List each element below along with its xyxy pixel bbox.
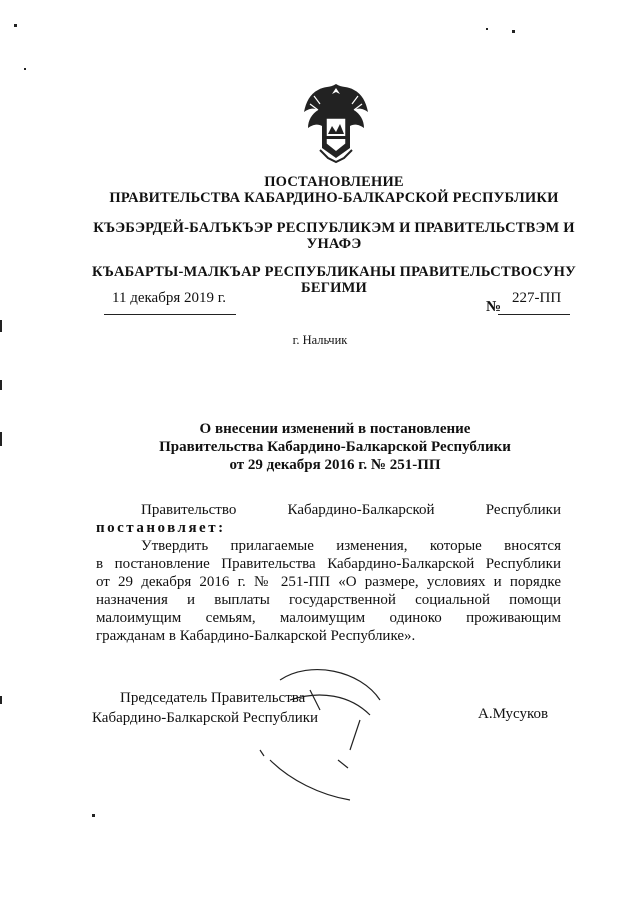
- document-date: 11 декабря 2019 г.: [112, 290, 226, 306]
- body-paragraph1-line2: постановляет:: [96, 520, 226, 536]
- coat-of-arms-emblem: [300, 78, 372, 164]
- signatory-position-line2: Кабардино-Балкарской Республики: [92, 710, 319, 726]
- date-underline: [104, 314, 236, 315]
- scan-speck: [512, 30, 515, 33]
- title-line3: от 29 декабря 2016 г. № 251-ПП: [229, 457, 441, 473]
- body-paragraph2-line2: в постановление Правительства Кабардино-Балкарской Республики: [96, 556, 561, 572]
- body-paragraph2-line1: Утвердить прилагаемые изменения, которые вносятся: [141, 538, 561, 554]
- signatory-position-line1: Председатель Правительства: [120, 690, 306, 706]
- body-paragraph2-line4: назначения и выплаты государственной социальной помощи: [96, 592, 561, 608]
- number-underline: [498, 314, 570, 315]
- body-paragraph1-line1: Правительство Кабардино-Балкарской Республики: [141, 502, 561, 518]
- government-name-balkarian-line1: КЪАБАРТЫ-МАЛКЪАР РЕСПУБЛИКАНЫ ПРАВИТЕЛЬСТВОСУНУ: [92, 264, 576, 280]
- margin-mark: [0, 432, 2, 446]
- government-name-kabardian-line1: КЪЭБЭРДЕЙ-БАЛЪКЪЭР РЕСПУБЛИКЭМ И ПРАВИТЕЛЬСТВЭМ И: [93, 220, 575, 236]
- margin-mark: [0, 320, 2, 332]
- city-name: г. Нальчик: [292, 333, 348, 347]
- document-type-heading: ПОСТАНОВЛЕНИЕ: [264, 174, 404, 190]
- scan-speck: [92, 814, 95, 817]
- title-line1: О внесении изменений в постановление: [199, 421, 471, 437]
- government-name-russian: ПРАВИТЕЛЬСТВА КАБАРДИНО-БАЛКАРСКОЙ РЕСПУБЛИКИ: [109, 190, 559, 206]
- government-name-kabardian-line2: УНАФЭ: [306, 236, 362, 252]
- margin-mark: [0, 380, 2, 390]
- scan-speck: [486, 28, 488, 30]
- handwritten-signature-flourish: [250, 660, 410, 810]
- government-name-balkarian-line2: БЕГИМИ: [301, 280, 367, 296]
- body-paragraph2-line6: гражданам в Кабардино-Балкарской Республике».: [96, 628, 416, 644]
- number-sign: №: [486, 299, 502, 315]
- signatory-name: А.Мусуков: [478, 706, 549, 722]
- body-paragraph2-line5: малоимущим семьям, малоимущим одиноко проживающим: [96, 610, 561, 626]
- body-paragraph2-line3: от 29 декабря 2016 г. № 251-ПП «О размере, условиях и порядке: [96, 574, 561, 590]
- margin-mark: [0, 696, 2, 704]
- scan-speck: [24, 68, 26, 70]
- title-line2: Правительства Кабардино-Балкарской Республики: [159, 439, 511, 455]
- scan-speck: [14, 24, 17, 27]
- document-number: 227-ПП: [512, 290, 562, 306]
